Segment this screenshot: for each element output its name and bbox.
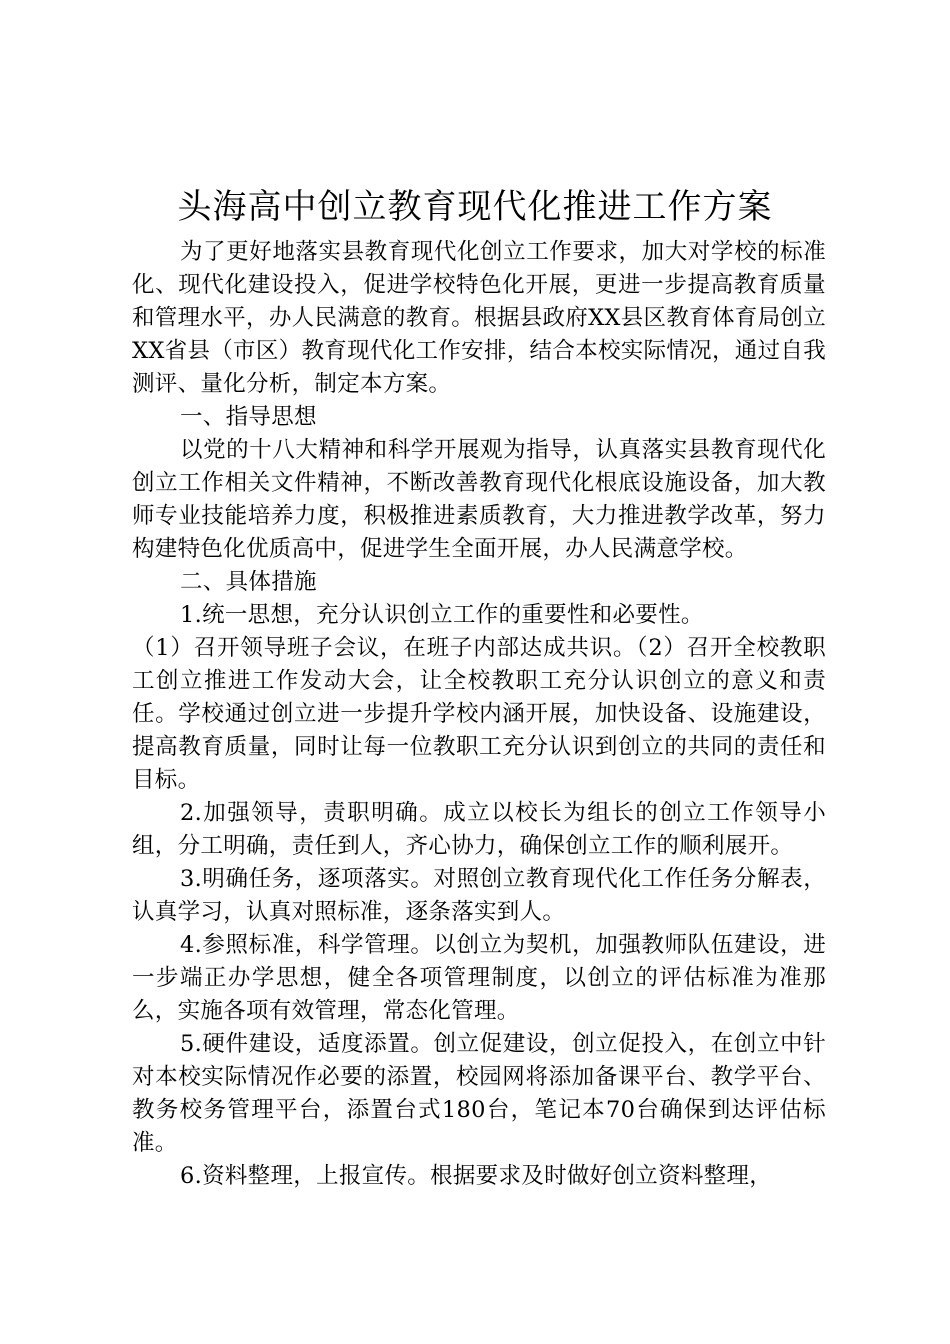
item1-heading: 1.统一思想，充分认识创立工作的重要性和必要性。: [180, 602, 704, 628]
item6-paragraph: 6.资料整理，上报宣传。根据要求及时做好创立资料整理，: [180, 1163, 773, 1189]
item2-paragraph: 2.加强领导，责职明确。成立以校长为组长的创立工作领导小组，分工明确，责任到人，齐心协力，确保创立工作的顺利展开。: [132, 800, 826, 859]
document-body: [132, 236, 826, 1193]
item1-paragraph: （1）召开领导班子会议，在班子内部达成共识。（2）召开全校教职工创立推进工作发动大会，让全校教职工充分认识创立的意义和责任。学校通过创立进一步提升学校内涵开展，加快设备、设施建设，提高教育质量，同时让每一位教职工充分认识到创立的共同的责任和目标。: [132, 635, 826, 793]
document-title: 头海高中创立教育现代化推进工作方案: [177, 187, 773, 227]
section1-paragraph: 以党的十八大精神和科学开展观为指导，认真落实县教育现代化创立工作相关文件精神，不断改善教育现代化根底设施设备，加大教师专业技能培养力度，积极推进素质教育，大力推进教学改革，努力构建特色化优质高中，促进学生全面开展，办人民满意学校。: [132, 437, 826, 562]
intro-paragraph: 为了更好地落实县教育现代化创立工作要求，加大对学校的标准化、现代化建设投入，促进学校特色化开展，更进一步提高教育质量和管理水平，办人民满意的教育。根据县政府XX县区教育体育局创立XX省县（市区）教育现代化工作安排，结合本校实际情况，通过自我测评、量化分析，制定本方案。: [132, 239, 826, 397]
item5-paragraph: 5.硬件建设，适度添置。创立促建设，创立促投入，在创立中针对本校实际情况作必要的添置，校园网将添加备课平台、教学平台、教务校务管理平台，添置台式180台，笔记本70台确保到达评估标准。: [132, 1031, 826, 1156]
item4-paragraph: 4.参照标准，科学管理。以创立为契机，加强教师队伍建设，进一步端正办学思想，健全各项管理制度，以创立的评估标准为准那么，实施各项有效管理，常态化管理。: [132, 932, 826, 1024]
section1-heading: 一、指导思想: [180, 404, 317, 430]
item3-paragraph: 3.明确任务，逐项落实。对照创立教育现代化工作任务分解表，认真学习，认真对照标准，逐条落实到人。: [132, 866, 826, 925]
section2-heading: 二、具体措施: [180, 569, 317, 595]
